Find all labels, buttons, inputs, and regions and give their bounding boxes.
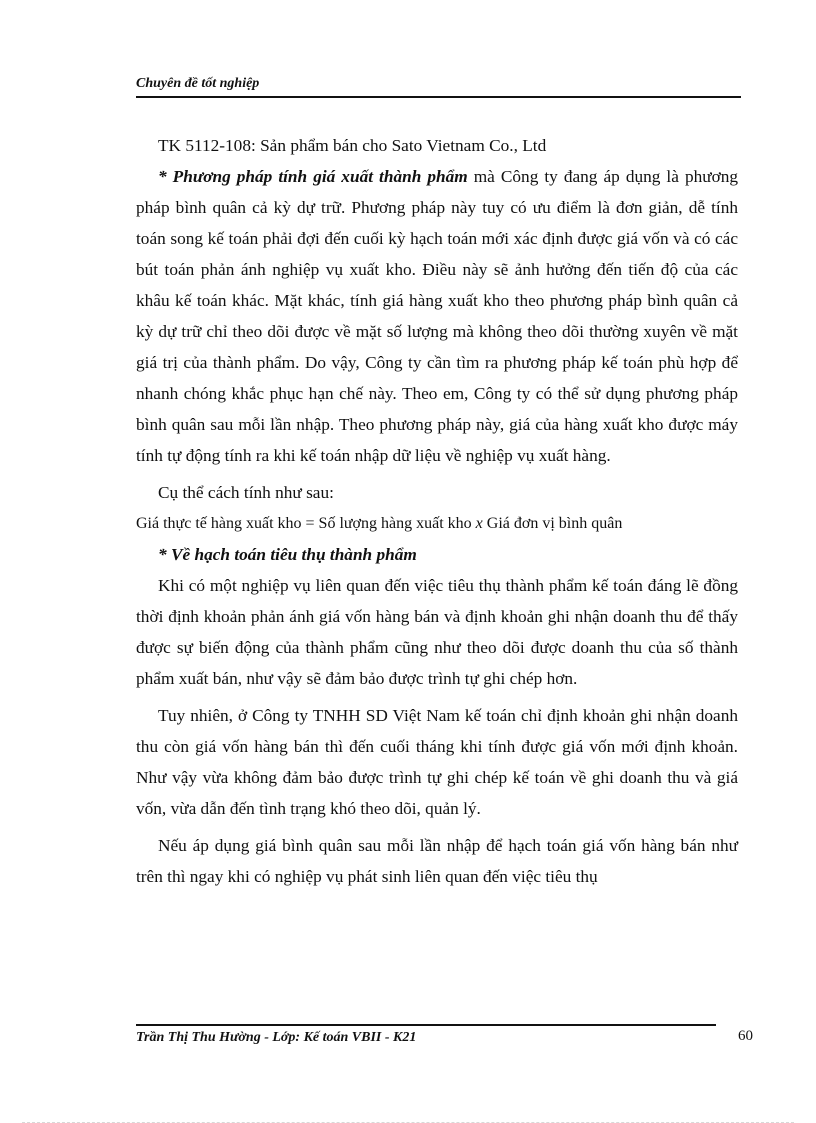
header-rule (136, 96, 741, 98)
heading-sales-accounting (136, 539, 738, 570)
formula-operator: x (475, 515, 483, 532)
page-number: 60 (738, 1028, 753, 1044)
account-line: TK 5112-108: Sản phẩm bán cho Sato Vietnam Co., Ltd (158, 136, 547, 155)
valuation-method-text: mà Công ty đang áp dụng là phương pháp bình quân cả kỳ dự trữ. Phương pháp này tuy có ưu điểm là đơn giản, dễ tính toán song kế toán phải đợi đến cuối kỳ hạch toán mới xác định được giá vốn và có các bút toán phản ánh nghiệp vụ xuất kho. Điều này sẽ ảnh hưởng đến tiến độ của các khâu kế toán khác. Mặt khác, tính giá hàng xuất kho theo phương pháp bình quân cả kỳ dự trữ chỉ theo dõi được về mặt số lượng mà không theo dõi thường xuyên về mặt giá trị của thành phẩm. Do vậy, Công ty cần tìm ra phương pháp kế toán phù hợp để nhanh chóng khắc phục hạn chế này. Theo em, Công ty có thể sử dụng phương pháp bình quân sau mỗi lần nhập. Theo phương pháp này, giá của hàng xuất kho được máy tính tự động tính ra khi kế toán nhập dữ liệu về nghiệp vụ xuất hàng. (136, 167, 739, 465)
paragraph-recommendation: Nếu áp dụng giá bình quân sau mỗi lần nhập để hạch toán giá vốn hàng bán như trên thì ngay khi có nghiệp vụ phát sinh liên quan đến việc tiêu thụ (136, 836, 738, 886)
formula-right: Giá đơn vị bình quân (482, 515, 623, 532)
header-title: Chuyên đề tốt nghiệp (136, 76, 260, 91)
valuation-method-heading: * Phương pháp tính giá xuất thành phẩm (158, 167, 468, 186)
page-content (136, 130, 738, 892)
sales-accounting-heading: * Về hạch toán tiêu thụ thành phẩm (158, 545, 417, 564)
formula-line (136, 508, 738, 539)
paragraph-calculation-intro: Cụ thể cách tính như sau: (158, 483, 334, 502)
paragraph-sales-accounting: Khi có một nghiệp vụ liên quan đến việc tiêu thụ thành phẩm kế toán đáng lẽ đồng thời định khoản phản ánh giá vốn hàng bán và định khoản ghi nhận doanh thu để thấy được sự biến động của thành phẩm cũng như theo dõi được doanh thu của số thành phẩm xuất bán, như vậy sẽ đảm bảo được trình tự ghi chép hơn. (136, 576, 738, 688)
paragraph-company-practice: Tuy nhiên, ở Công ty TNHH SD Việt Nam kế toán chỉ định khoản ghi nhận doanh thu còn giá vốn hàng bán thì đến cuối tháng khi tính được giá vốn mới định khoản. Như vậy vừa không đảm bảo được trình tự ghi chép kế toán về ghi doanh thu và giá vốn, vừa dẫn đến tình trạng khó theo dõi, quản lý. (136, 706, 738, 818)
paragraph-valuation-method (136, 161, 738, 471)
footer-author-line: Trần Thị Thu Hường - Lớp: Kế toán VBII - K21 (136, 1030, 417, 1045)
footer-rule (136, 1024, 716, 1026)
formula-left: Giá thực tế hàng xuất kho = Số lượng hàng xuất kho (136, 515, 476, 532)
